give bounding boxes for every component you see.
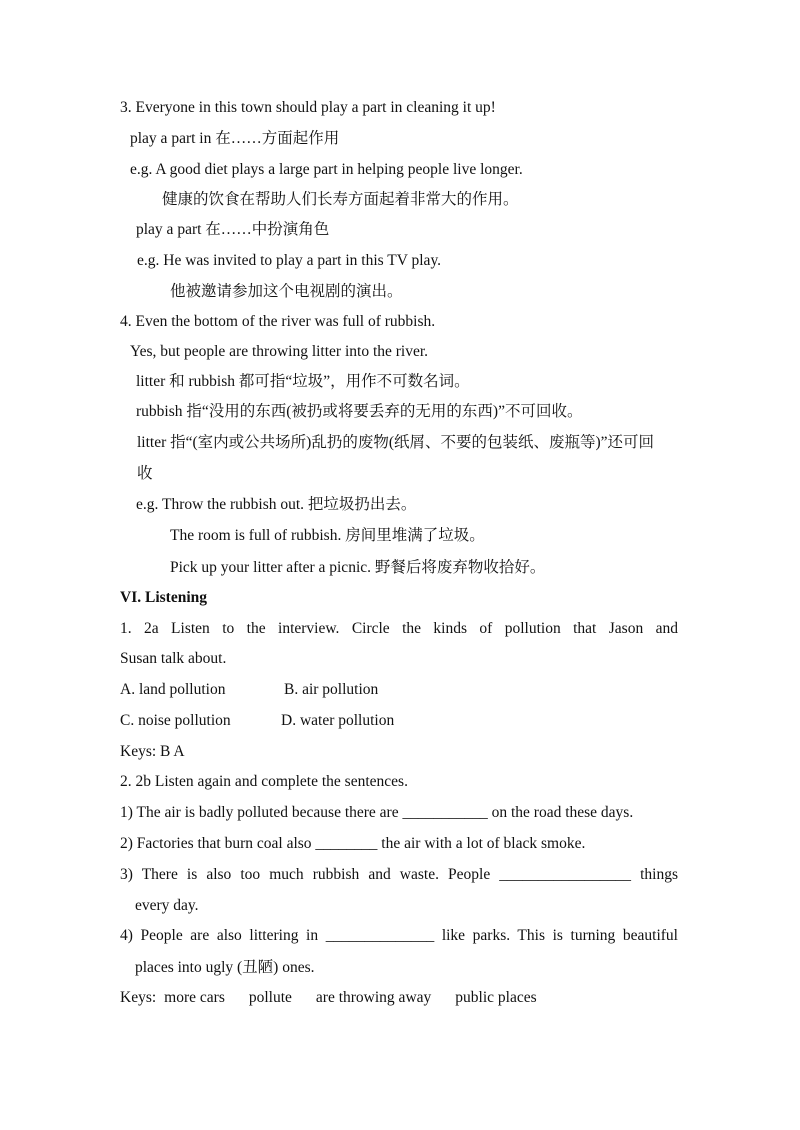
listening-q1-line1: 1. 2a Listen to the interview. Circle the kinds of pollution that Jason and [120,620,678,637]
keys-2 [120,988,537,1008]
keys-2-label: Keys: [120,989,157,1006]
listening-heading: VI. Listening [120,589,207,606]
keys-2-answer-3: are throwing away [315,989,432,1006]
item3-example2-en: e.g. He was invited to play a part in this TV play. [137,252,442,269]
item3-example1-zh: 健康的饮食在帮助人们长寿方面起着非常大的作用。 [162,191,519,208]
keys-2-answer-1: more cars [164,989,225,1006]
item3-sentence: 3. Everyone in this town should play a part in cleaning it up! [120,99,496,116]
sentence-1: 1) The air is badly polluted because there are ___________ on the road these days. [120,804,634,821]
item4-example3: Pick up your litter after a picnic. 野餐后将废弃物收拾好。 [170,559,546,576]
option-a: A. land pollution [120,681,226,698]
item3-example1-en: e.g. A good diet plays a large part in helping people live longer. [130,161,523,178]
item4-reply: Yes, but people are throwing litter into the river. [130,343,429,360]
sentence-2: 2) Factories that burn coal also ________ the air with a lot of black smoke. [120,835,586,852]
listening-q1-line2: Susan talk about. [120,650,227,667]
item3-example2-zh: 他被邀请参加这个电视剧的演出。 [170,283,403,300]
item4-note2: rubbish 指“没用的东西(被扔或将要丢弃的无用的东西)”不可回收。 [136,403,583,420]
keys-2-answer-2: pollute [248,989,292,1006]
item4-note3-line2: 收 [137,465,153,482]
sentence-3-line1: 3) There is also too much rubbish and waste. People _________________ things [120,866,678,883]
listening-q2: 2. 2b Listen again and complete the sentences. [120,773,408,790]
item3-phrase1: play a part in 在……方面起作用 [130,130,340,147]
item4-sentence: 4. Even the bottom of the river was full of rubbish. [120,313,436,330]
keys-2-answer-4: public places [455,989,537,1006]
item4-note3-line1: litter 指“(室内或公共场所)乱扔的废物(纸屑、不要的包装纸、废瓶等)”还可回 [137,434,655,451]
option-d: D. water pollution [281,712,395,729]
item4-example2: The room is full of rubbish. 房间里堆满了垃圾。 [170,527,485,544]
sentence-4-line2: places into ugly (丑陋) ones. [135,959,315,976]
item4-note1: litter 和 rubbish 都可指“垃圾”，用作不可数名词。 [136,373,470,390]
sentence-4-line1: 4) People are also littering in ______________ like parks. This is turning beautiful [120,927,678,944]
option-b: B. air pollution [284,681,379,698]
option-c: C. noise pollution [120,712,231,729]
sentence-3-line2: every day. [135,897,199,914]
keys-1: Keys: B A [120,743,185,760]
item3-phrase2: play a part 在……中扮演角色 [136,221,330,238]
item4-example1: e.g. Throw the rubbish out. 把垃圾扔出去。 [136,496,417,513]
